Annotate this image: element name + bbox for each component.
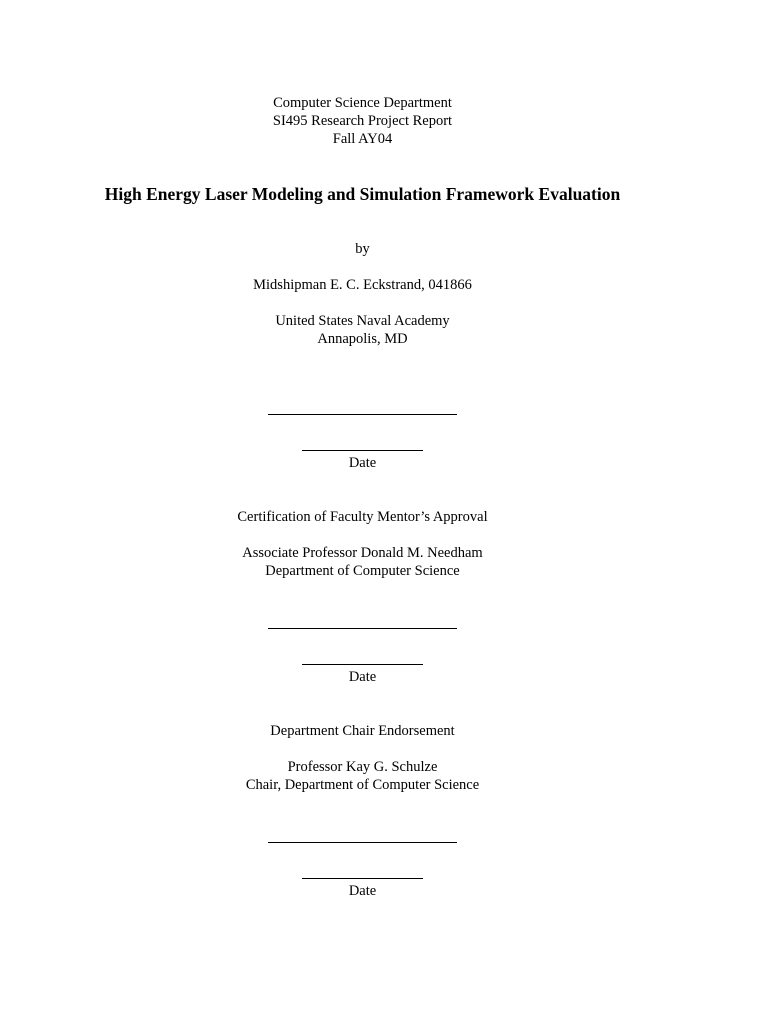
chair-date-label: Date [348,883,377,899]
institution-name: United States Naval Academy [275,313,450,329]
chair-title: Chair, Department of Computer Science [245,777,480,793]
chair-date-line [302,878,423,879]
mentor-approval-heading: Certification of Faculty Mentor’s Approval [237,509,488,525]
report-line: SI495 Research Project Report [272,113,453,129]
author-date-line [302,450,423,451]
mentor-name: Associate Professor Donald M. Needham [242,545,483,561]
chair-signature-line [268,842,457,843]
by-line: by [355,241,370,257]
author-signature-line [268,414,457,415]
term-line: Fall AY04 [332,131,393,147]
report-title: High Energy Laser Modeling and Simulation Framework Evaluation [104,184,621,204]
mentor-date-label: Date [348,669,377,685]
author-name: Midshipman E. C. Eckstrand, 041866 [253,277,472,293]
author-date-label: Date [348,455,377,471]
chair-name: Professor Kay G. Schulze [287,759,438,775]
institution-location: Annapolis, MD [317,331,408,347]
mentor-date-line [302,664,423,665]
mentor-signature-line [268,628,457,629]
department-line: Computer Science Department [273,95,452,111]
chair-endorsement-heading: Department Chair Endorsement [270,723,455,739]
mentor-department: Department of Computer Science [265,563,460,579]
